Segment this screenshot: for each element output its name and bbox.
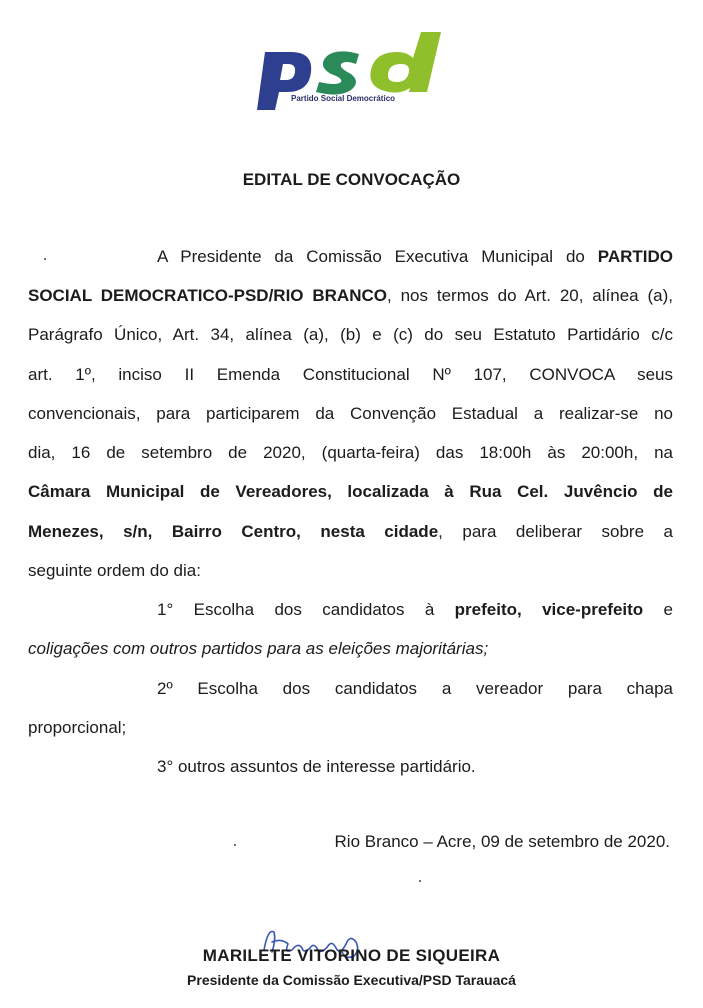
scan-speck — [44, 258, 46, 260]
signatory-name: MARILETE VITORINO DE SIQUEIRA — [202, 946, 501, 965]
agenda-item-1-cont: coligações com outros partidos para as eleições majoritárias; — [28, 639, 489, 658]
document-title: EDITAL DE CONVOCAÇÃO — [242, 170, 461, 189]
body-line-7: Câmara Municipal de Vereadores, localizada à Rua Cel. Juvêncio de — [28, 482, 673, 501]
signatory-role: Presidente da Comissão Executiva/PSD Tarauacá — [187, 972, 516, 988]
scan-speck — [234, 844, 236, 846]
body-line-4: art. 1º, inciso II Emenda Constitucional Nº 107, CONVOCA seus — [28, 365, 673, 384]
date-line: Rio Branco – Acre, 09 de setembro de 2020. — [334, 832, 670, 851]
body-line-1: A Presidente da Comissão Executiva Municipal do PARTIDO — [157, 247, 673, 266]
agenda-item-2-cont: proporcional; — [28, 718, 127, 737]
body-line-6: dia, 16 de setembro de 2020, (quarta-feira) das 18:00h às 20:00h, na — [28, 443, 673, 462]
agenda-item-1: 1° Escolha dos candidatos à prefeito, vice-prefeito e — [157, 600, 673, 619]
logo-letter-d — [370, 32, 441, 93]
agenda-item-2: 2º Escolha dos candidatos a vereador para chapa — [157, 679, 673, 698]
logo-tagline: Partido Social Democrático — [291, 94, 396, 103]
body-line-2: SOCIAL DEMOCRATICO-PSD/RIO BRANCO, nos termos do Art. 20, alínea (a), — [28, 286, 673, 305]
scan-speck — [419, 880, 421, 882]
body-line-3: Parágrafo Único, Art. 34, alínea (a), (b) e (c) do seu Estatuto Partidário c/c — [28, 325, 673, 344]
agenda-item-3: 3° outros assuntos de interesse partidário. — [157, 757, 476, 776]
logo-letter-s — [316, 51, 359, 94]
body-line-8: Menezes, s/n, Bairro Centro, nesta cidade, para deliberar sobre a — [28, 522, 673, 541]
body-line-5: convencionais, para participarem da Convenção Estadual a realizar-se no — [28, 404, 673, 423]
body-line-9: seguinte ordem do dia: — [28, 561, 201, 580]
